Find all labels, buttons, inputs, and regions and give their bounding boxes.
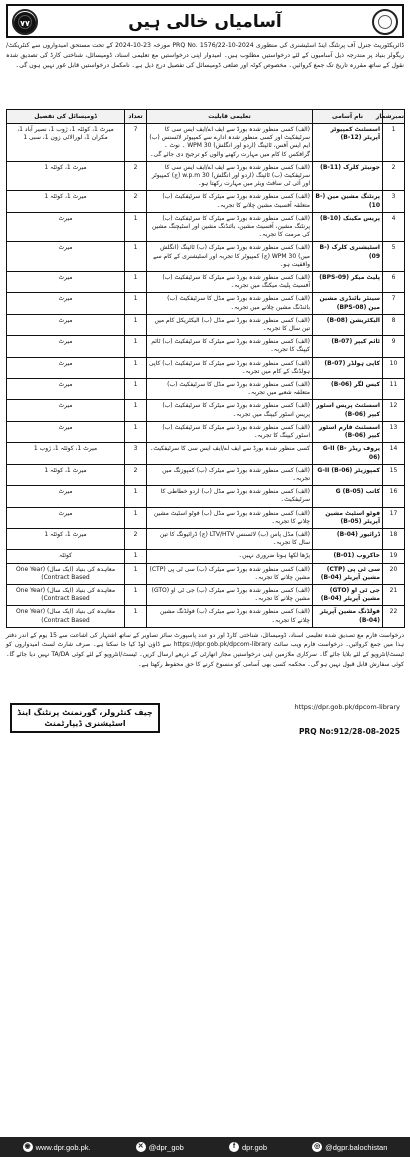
cell-quantity: 1 <box>125 507 147 528</box>
cell-quantity: 1 <box>125 584 147 605</box>
cell-quantity: 1 <box>125 606 147 627</box>
cell-domicile: میرٹ 1، کوئٹہ 1 <box>7 161 125 191</box>
social-handle: dpr.gob <box>241 1142 268 1152</box>
cell-serial: 18 <box>383 528 405 549</box>
cell-post: جی ٹی او (GTO) مشین آپریٹر (B-04) <box>313 584 383 605</box>
cell-post: کاتب G (B-05) <box>313 486 383 507</box>
cell-post: پروف ریڈر G-II (B-06) <box>313 443 383 464</box>
cell-serial: 11 <box>383 379 405 400</box>
cell-qualification: (الف) کسی منظور شدہ بورڈ سے ایف اے/ایف ایس سی کا سرٹیفکیٹ (ب) ٹائپنگ (اردو اور انگلش) 30 w.p.m (ج) کمپیوٹر اور آئی ٹی سافٹ ویئر میں مہارت رکھتا ہو۔ <box>147 161 313 191</box>
cell-quantity: 2 <box>125 161 147 191</box>
cell-quantity: 1 <box>125 400 147 421</box>
cell-serial: 17 <box>383 507 405 528</box>
cell-quantity: 1 <box>125 336 147 357</box>
cell-post: سی ٹی پی (CTP) مشین آپریٹر (B-04) <box>313 563 383 584</box>
table-row <box>7 314 405 335</box>
table-row <box>7 242 405 272</box>
cell-qualification: (الف) کسی منظور شدہ بورڈ سے مڈل (ب) فوٹو اسٹیٹ مشین چلانے کا تجربہ۔ <box>147 507 313 528</box>
table-row <box>7 357 405 378</box>
cell-qualification: (الف) کسی منظور شدہ بورڈ سے میٹرک (ب) فولڈنگ مشین چلانے کا تجربہ۔ <box>147 606 313 627</box>
cell-domicile: میرٹ <box>7 314 125 335</box>
table-row <box>7 191 405 212</box>
table-row <box>7 336 405 357</box>
cell-domicile: میرٹ <box>7 507 125 528</box>
social-handle: @dpr_gob <box>148 1142 184 1152</box>
cell-qualification: (الف) کسی منظور شدہ بورڈ سے میٹرک کا سرٹیفکیٹ (ب) متعلقہ آفسیٹ مشین چلانے کا تجربہ۔ <box>147 191 313 212</box>
table-row <box>7 212 405 242</box>
cell-domicile: میرٹ <box>7 379 125 400</box>
cell-qualification: کسی منظور شدہ بورڈ سے ایف اے/ایف ایس سی کا سرٹیفکیٹ۔ <box>147 443 313 464</box>
cell-quantity: 1 <box>125 242 147 272</box>
table-row <box>7 563 405 584</box>
signature-row <box>6 701 404 741</box>
cell-post: اسسٹنٹ فارم اسٹور کیپر (B-06) <box>313 421 383 442</box>
table-row <box>7 507 405 528</box>
cell-serial: 2 <box>383 161 405 191</box>
instagram-icon: ◎ <box>314 1143 321 1150</box>
cell-post: الیکٹریشن (B-08) <box>313 314 383 335</box>
social-link[interactable] <box>136 1142 184 1152</box>
cell-domicile: میرٹ 1، کوئٹہ 1، ژوب 1، نصیر آباد 1، مکران 1، لورالائی زون 1، سبی 1 <box>7 124 125 162</box>
header-post: نام آسامی <box>313 110 383 124</box>
table-row <box>7 400 405 421</box>
cell-post: اسٹیشنری کلرک (B-09) <box>313 242 383 272</box>
ad-number-badge: ٧٧ <box>14 12 36 34</box>
cell-serial: 16 <box>383 486 405 507</box>
cell-quantity: 1 <box>125 379 147 400</box>
header-quantity: تعداد <box>125 110 147 124</box>
signatory-box: چیف کنٹرولر، گورنمنٹ پرنٹنگ اینڈ اسٹیشنری ڈیپارٹمنٹ <box>10 703 160 733</box>
ad-header <box>6 4 404 38</box>
table-row <box>7 161 405 191</box>
cell-qualification: (الف) کسی منظور شدہ بورڈ سے مڈل (ب) الیکٹریکل کام میں تین سال کا تجربہ۔ <box>147 314 313 335</box>
cell-qualification: (الف) کسی منظور شدہ بورڈ سے میٹرک (ب) جی ٹی او (GTO) مشین چلانے کا تجربہ۔ <box>147 584 313 605</box>
ad-title: آسامیاں خالی ہیں <box>128 11 282 32</box>
cell-post: جونیئر کلرک (B-11) <box>313 161 383 191</box>
cell-quantity: 2 <box>125 191 147 212</box>
social-handle: www.dpr.gob.pk. <box>35 1142 91 1152</box>
cell-qualification: (الف) کسی منظور شدہ بورڈ سے مڈل (ب) اردو خطاطی کا سرٹیفکیٹ۔ <box>147 486 313 507</box>
cell-post: فولڈنگ مشین آپریٹر (B-04) <box>313 606 383 627</box>
table-row <box>7 272 405 293</box>
cell-post: پرنٹنگ مشین مین (B-10) <box>313 191 383 212</box>
social-link[interactable] <box>312 1142 387 1152</box>
table-row <box>7 606 405 627</box>
cell-quantity: 1 <box>125 550 147 563</box>
social-handle: @dgpr.balochistan <box>325 1142 388 1152</box>
cell-quantity: 1 <box>125 314 147 335</box>
cell-qualification: (الف) کسی منظور شدہ بورڈ سے میٹرک کا سرٹیفکیٹ (ب) پریس اسٹور کیپنگ میں تجربہ۔ <box>147 400 313 421</box>
website-link[interactable]: https://dpr.gob.pk/dpcom-library <box>294 702 400 711</box>
cell-quantity: 3 <box>125 443 147 464</box>
cell-qualification: (الف) کسی منظور شدہ بورڈ سے میٹرک (ب) ٹائپنگ (انگلش میں) 30 WPM (ج) کمپیوٹر کا تجربہ اور اسٹیشنری کے کام سے واقفیت ہو۔ <box>147 242 313 272</box>
cell-post: کیس لگر (B-06) <box>313 379 383 400</box>
cell-quantity: 2 <box>125 464 147 485</box>
intro-text: ڈائریکٹوریٹ جنرل آف پرنٹنگ اینڈ اسٹیشنری کی منظوری PRQ No. 1576/22-10-2024 مورخہ 23-10-2024 کے تحت مستحق امیدواروں سے کنٹریکٹ/ریگولر بنیاد پر مندرجہ ذیل آسامیوں کے لئے درخواستیں مطلوب ہیں۔ امیدوار اپنی درخواستیں مع تعلیمی اسناد، ڈومیسائل، شناختی کارڈ کی تصدیق شدہ نقول کے ساتھ مقررہ تاریخ تک جمع کروائیں۔ مخصوص کوٹہ اور ضلعی ڈومیسائل کی تفصیل درج ذیل ہے۔ نامکمل درخواستیں قابل غور نہیں ہوں گی۔ <box>6 42 404 69</box>
cell-serial: 13 <box>383 421 405 442</box>
table-row <box>7 528 405 549</box>
cell-qualification: پڑھا لکھا ہونا ضروری نہیں۔ <box>147 550 313 563</box>
table-row <box>7 584 405 605</box>
cell-quantity: 7 <box>125 124 147 162</box>
cell-post: کمپوزیٹر G-II (B-06) <box>313 464 383 485</box>
cell-post: پلیٹ میکر (BPS-09) <box>313 272 383 293</box>
twitter-icon: ✕ <box>136 1142 146 1152</box>
cell-domicile: میرٹ 1، کوئٹہ 1، ژوب 1 <box>7 443 125 464</box>
cell-quantity: 1 <box>125 293 147 314</box>
cell-domicile: میرٹ <box>7 212 125 242</box>
social-bar <box>0 1137 410 1157</box>
social-link[interactable] <box>229 1142 267 1152</box>
globe-icon: ◉ <box>24 1143 31 1150</box>
table-header-row <box>7 110 405 124</box>
cell-domicile: میرٹ <box>7 293 125 314</box>
cell-domicile: میرٹ <box>7 400 125 421</box>
cell-quantity: 1 <box>125 486 147 507</box>
cell-serial: 19 <box>383 550 405 563</box>
cell-quantity: 1 <box>125 212 147 242</box>
table-body <box>7 124 405 628</box>
cell-serial: 15 <box>383 464 405 485</box>
cell-qualification: (الف) کسی منظور شدہ بورڈ سے مڈل کا سرٹیفکیٹ (ب) متعلقہ شعبے میں تجربہ۔ <box>147 379 313 400</box>
cell-post: خاکروب (B-01) <box>313 550 383 563</box>
table-row <box>7 550 405 563</box>
header-domicile: ڈومیسائل کی تفصیل <box>7 110 125 124</box>
cell-qualification: (الف) کسی منظور شدہ بورڈ سے میٹرک کا سرٹیفکیٹ (ب) آفسیٹ پلیٹ میکنگ میں تجربہ۔ <box>147 272 313 293</box>
vacancies-table <box>6 109 405 628</box>
cell-serial: 14 <box>383 443 405 464</box>
cell-domicile: میرٹ <box>7 357 125 378</box>
cell-serial: 5 <box>383 242 405 272</box>
cell-serial: 7 <box>383 293 405 314</box>
cell-domicile: میرٹ <box>7 486 125 507</box>
social-link[interactable] <box>23 1142 91 1152</box>
cell-domicile: میرٹ 1، کوئٹہ 1 <box>7 528 125 549</box>
cell-domicile: میرٹ <box>7 421 125 442</box>
cell-serial: 22 <box>383 606 405 627</box>
cell-serial: 21 <box>383 584 405 605</box>
cell-serial: 8 <box>383 314 405 335</box>
cell-domicile: میرٹ 1، کوئٹہ 1 <box>7 464 125 485</box>
cell-qualification: (الف) کسی منظور شدہ بورڈ سے مڈل کا سرٹیفکیٹ (ب) بائنڈنگ مشین چلانے میں تجربہ۔ <box>147 293 313 314</box>
cell-post: ڈرائیور (B-04) <box>313 528 383 549</box>
cell-domicile: معاہدہ کی بنیاد (ایک سال) (One Year Contract Based) <box>7 606 125 627</box>
cell-post: ٹائم کیپر (B-07) <box>313 336 383 357</box>
cell-post: کاپی ہولڈر (B-07) <box>313 357 383 378</box>
cell-post: پریس مکینک (B-10) <box>313 212 383 242</box>
facebook-icon: f <box>229 1142 239 1152</box>
prq-number: PRQ No:912/28-08-2025 <box>298 726 400 736</box>
table-row <box>7 443 405 464</box>
cell-domicile: میرٹ <box>7 272 125 293</box>
cell-serial: 4 <box>383 212 405 242</box>
cell-domicile: معاہدہ کی بنیاد (ایک سال) (One Year Contract Based) <box>7 584 125 605</box>
table-row <box>7 293 405 314</box>
cell-qualification: (الف) کسی منظور شدہ بورڈ سے میٹرک (ب) کمپوزنگ میں تجربہ۔ <box>147 464 313 485</box>
table-row <box>7 486 405 507</box>
cell-qualification: (الف) کسی منظور شدہ بورڈ سے ایف اے/ایف ایس سی کا سرٹیفکیٹ اور کسی منظور شدہ ادارے سے کمپیوٹر لائسنس (ب) ایم ایس آفس، ٹائپنگ (اردو اور انگلش) 30 WPM ۔ نوٹ ۔ گرافکس کا کام میں مہارت رکھنے والوں کو ترجیح دی جائے گی۔ <box>147 124 313 162</box>
cell-qualification: (الف) مڈل پاس (ب) لائسنس LTV/HTV (ج) ڈرائیونگ کا تین سال کا تجربہ۔ <box>147 528 313 549</box>
cell-qualification: (الف) کسی منظور شدہ بورڈ سے میٹرک کا سرٹیفکیٹ (ب) کاپی ہولڈنگ کے کام میں تجربہ۔ <box>147 357 313 378</box>
cell-quantity: 1 <box>125 272 147 293</box>
footer-paragraph <box>6 631 404 699</box>
cell-qualification: (الف) کسی منظور شدہ بورڈ سے میٹرک کا سرٹیفکیٹ (ب) پرنٹنگ مشین، آفسیٹ مشین، بائنڈنگ مشین اور اسٹیچنگ مشین کی مرمت کا تجربہ۔ <box>147 212 313 242</box>
cell-serial: 9 <box>383 336 405 357</box>
govt-logo-right <box>372 9 398 35</box>
table-row <box>7 379 405 400</box>
cell-domicile: میرٹ <box>7 242 125 272</box>
cell-domicile: کوئٹہ <box>7 550 125 563</box>
cell-post: اسسٹنٹ کمپیوٹر آپریٹر (B-12) <box>313 124 383 162</box>
cell-serial: 1 <box>383 124 405 162</box>
intro-paragraph <box>6 41 404 106</box>
cell-quantity: 2 <box>125 528 147 549</box>
cell-serial: 6 <box>383 272 405 293</box>
table-row <box>7 421 405 442</box>
cell-post: سینئر بائنڈری مشین مین (BPS-08) <box>313 293 383 314</box>
cell-domicile: میرٹ <box>7 336 125 357</box>
cell-serial: 20 <box>383 563 405 584</box>
cell-serial: 3 <box>383 191 405 212</box>
table-row <box>7 124 405 162</box>
cell-quantity: 1 <box>125 421 147 442</box>
cell-domicile: میرٹ 1، کوئٹہ 1 <box>7 191 125 212</box>
cell-qualification: (الف) کسی منظور شدہ بورڈ سے میٹرک (ب) سی ٹی پی (CTP) مشین چلانے کا تجربہ۔ <box>147 563 313 584</box>
cell-qualification: (الف) کسی منظور شدہ بورڈ سے میٹرک کا سرٹیفکیٹ (ب) اسٹور کیپنگ کا تجربہ۔ <box>147 421 313 442</box>
cell-serial: 10 <box>383 357 405 378</box>
govt-logo-left <box>12 9 38 35</box>
cell-domicile: معاہدہ کی بنیاد (ایک سال) (One Year Contract Based) <box>7 563 125 584</box>
header-qualification: تعلیمی قابلیت <box>147 110 313 124</box>
cell-post: اسسٹنٹ پریس اسٹور کیپر (B-06) <box>313 400 383 421</box>
cell-quantity: 1 <box>125 357 147 378</box>
cell-quantity: 1 <box>125 563 147 584</box>
table-row <box>7 464 405 485</box>
header-sr: نمبرشمار <box>383 110 405 124</box>
cell-serial: 12 <box>383 400 405 421</box>
cell-post: فوٹو اسٹیٹ مشین آپریٹر (B-05) <box>313 507 383 528</box>
cell-qualification: (الف) کسی منظور شدہ بورڈ سے میٹرک کا سرٹیفکیٹ (ب) ٹائم کیپنگ کا تجربہ۔ <box>147 336 313 357</box>
footer-text: درخواست فارم مع تصدیق شدہ تعلیمی اسناد، ڈومیسائل، شناختی کارڈ اور دو عدد پاسپورٹ سائز تصاویر کے ساتھ اشتہار کی اشاعت سے 15 یوم کے اندر دفتر ہذا میں جمع کروائیں۔ درخواست فارم ویب سائٹ https://dpr.gob.pk/dpcom-library سے ڈاؤن لوڈ کیا جا سکتا ہے۔ صرف شارٹ لسٹ امیدواروں کو ٹیسٹ/انٹرویو کے لئے بلایا جائے گا۔ سرکاری ملازمین اپنی درخواستیں مجاز اتھارٹی کے ذریعے ارسال کریں۔ ٹیسٹ/انٹرویو کے لئے کوئی TA/DA نہیں دیا جائے گا۔ کوئی سفارش قابل قبول نہیں ہو گی۔ محکمہ کسی بھی آسامی کو منسوخ کرنے کا حق محفوظ رکھتا ہے۔ <box>6 631 405 668</box>
